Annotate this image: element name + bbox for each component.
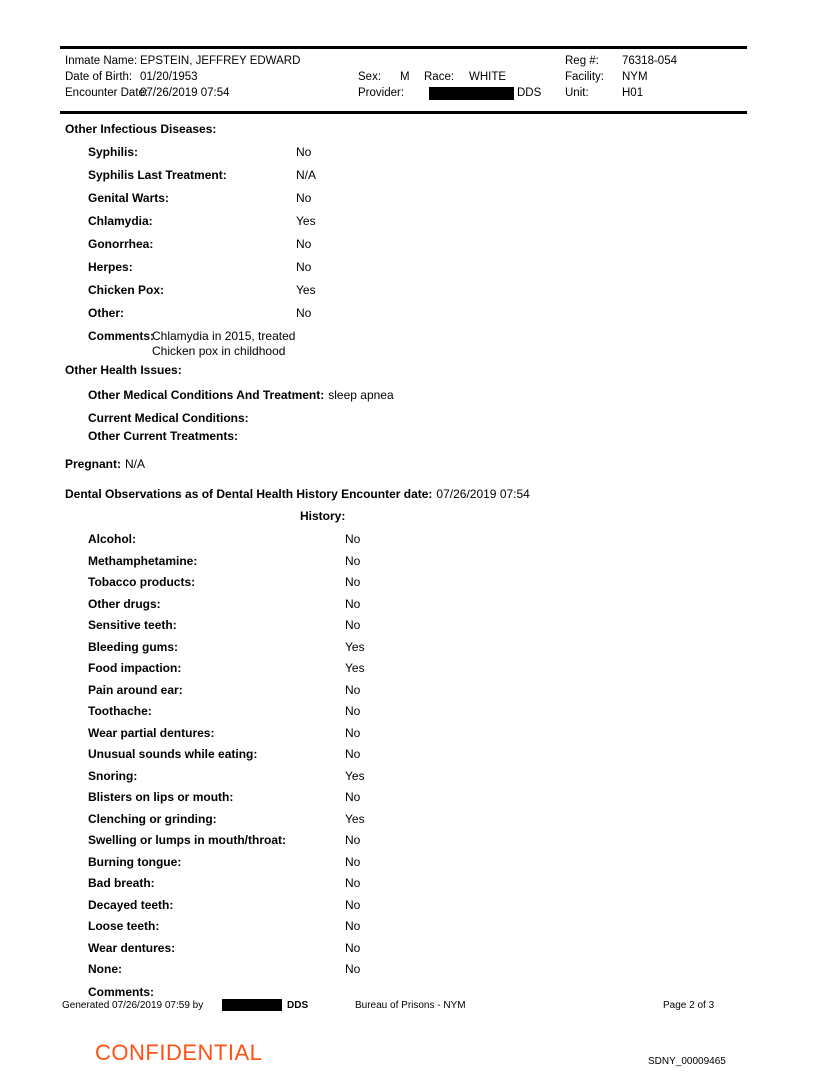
encounter-date-value: 07/26/2019 07:54 [140,87,230,99]
facility-label: Facility: [565,71,604,83]
field-row [65,898,755,920]
generated-text: Generated 07/26/2019 07:59 by [62,1000,204,1011]
race-label: Race: [424,71,455,83]
field-row [65,575,755,597]
field-value: N/A [296,168,317,182]
field-value: No [345,940,361,955]
unit-value: H01 [622,87,644,99]
field-value: No [345,553,361,568]
field-value: Yes [345,661,365,675]
encounter-date-label: Encounter Date: [65,87,149,99]
field-label: Bad breath: [88,876,155,890]
field-label: Wear dentures: [88,940,176,955]
field-label: None: [88,962,122,976]
field-row [65,790,755,812]
field-row [65,597,755,619]
field-label: Alcohol: [88,532,136,546]
field-row [65,283,755,306]
dental-title-label: Dental Observations as of Dental Health History Encounter date: [65,487,433,501]
field-row [65,855,755,877]
field-value: Yes [296,283,316,297]
field-label: Tobacco products: [88,575,196,589]
field-value: Yes [345,768,365,783]
footer-provider-redaction [222,999,282,1011]
field-row [65,168,755,191]
field-value: Yes [345,811,365,826]
field-value: No [345,618,361,632]
field-value: Yes [345,639,365,654]
field-value: No [345,575,361,589]
reg-number-value: 76318-054 [622,55,677,67]
field-row [65,683,755,705]
field-row [65,145,755,168]
field-row [65,411,755,425]
reg-number-label: Reg #: [565,55,599,67]
section-title-health: Other Health Issues: [65,363,182,377]
field-label: Bleeding gums: [88,639,179,654]
field-value: No [345,725,361,740]
field-value: No [296,145,312,159]
section-title-infectious: Other Infectious Diseases: [65,122,217,136]
field-label: Current Medical Conditions: [88,411,249,425]
field-label: Syphilis: [88,145,139,159]
page-number: Page 2 of 3 [663,1000,715,1011]
dental-history-list [65,532,755,984]
provider-label: Provider: [358,87,405,99]
race-value: WHITE [469,71,507,83]
provider-name-redaction [429,87,514,100]
history-heading: History: [300,509,346,523]
field-row [65,769,755,791]
field-value: No [296,191,312,205]
comments-label: Comments: [88,329,155,343]
field-value: No [345,747,361,761]
field-label: Snoring: [88,768,138,783]
section-title-dental [65,487,755,501]
field-label: Swelling or lumps in mouth/throat: [88,833,286,847]
field-row [65,640,755,662]
field-value: No [345,532,361,546]
field-label: Methamphetamine: [88,553,198,568]
field-value: No [345,919,361,933]
field-value: No [296,237,312,251]
field-row [65,237,755,260]
field-value: No [345,876,361,890]
bates-number: SDNY_00009465 [648,1056,726,1067]
header-top-rule [60,46,747,49]
field-label: Chlamydia: [88,214,153,228]
field-row [65,726,755,748]
field-row [65,941,755,963]
field-row [65,833,755,855]
field-label: Pain around ear: [88,682,183,697]
field-label: Wear partial dentures: [88,725,215,740]
field-label: Chicken Pox: [88,283,165,297]
sex-value: M [400,71,410,83]
field-label: Syphilis Last Treatment: [88,168,227,182]
field-label: Decayed teeth: [88,897,174,912]
field-value: No [345,790,361,804]
provider-credential: DDS [517,87,542,99]
infectious-comments [65,329,755,359]
inmate-name-label: Inmate Name: [65,55,138,67]
field-label: Loose teeth: [88,919,160,933]
field-row [65,214,755,237]
sex-label: Sex: [358,71,382,83]
field-label: Pregnant: [65,457,122,471]
comments-line: Chicken pox in childhood [152,344,286,358]
field-row [65,191,755,214]
field-row [65,919,755,941]
field-label: Other: [88,306,124,320]
field-label: Herpes: [88,260,133,274]
field-label: Genital Warts: [88,191,169,205]
field-value: No [296,306,312,320]
field-value: No [345,854,361,869]
field-row [65,260,755,283]
field-label: Other drugs: [88,596,161,611]
field-value: sleep apnea [328,388,394,402]
field-label: Blisters on lips or mouth: [88,790,234,804]
footer-org-text: Bureau of Prisons - NYM [355,1000,466,1011]
field-row [65,532,755,554]
field-value: No [345,596,361,611]
field-label: Gonorrhea: [88,237,154,251]
field-label: Unusual sounds while eating: [88,747,258,761]
field-value: No [296,260,312,274]
field-value: No [345,897,361,912]
field-row [65,388,755,402]
field-label: Toothache: [88,704,152,718]
confidential-stamp: CONFIDENTIAL [95,1040,263,1065]
field-row [65,747,755,769]
field-label: Sensitive teeth: [88,618,177,632]
facility-value: NYM [622,71,648,83]
infectious-list [65,145,755,329]
comments-text [152,329,295,359]
dob-value: 01/20/1953 [140,71,198,83]
comments-line: Chlamydia in 2015, treated [152,329,296,343]
footer-provider-credential: DDS [287,1000,309,1011]
field-row [65,618,755,640]
field-label: Food impaction: [88,661,182,675]
field-row [65,962,755,984]
dental-comments-label: Comments: [88,984,155,999]
field-row [65,704,755,726]
field-row [65,812,755,834]
pregnant-row [65,457,755,471]
field-label: Burning tongue: [88,854,182,869]
field-row [65,306,755,329]
field-value: No [345,682,361,697]
field-value: Yes [296,214,316,228]
field-label: Clenching or grinding: [88,811,217,826]
field-row [65,876,755,898]
inmate-name-value: EPSTEIN, JEFFREY EDWARD [140,55,301,67]
field-value: No [345,833,361,847]
unit-label: Unit: [565,87,589,99]
document-body [65,122,755,999]
field-value: No [345,962,361,976]
header-bottom-rule [60,111,747,114]
field-label: Other Current Treatments: [88,429,239,443]
field-value: No [345,704,361,718]
field-row [65,554,755,576]
field-row [65,429,755,443]
field-value: N/A [125,457,146,471]
dob-label: Date of Birth: [65,71,133,83]
field-label: Other Medical Conditions And Treatment: [88,388,325,402]
field-row [65,661,755,683]
dental-title-value: 07/26/2019 07:54 [436,487,530,501]
